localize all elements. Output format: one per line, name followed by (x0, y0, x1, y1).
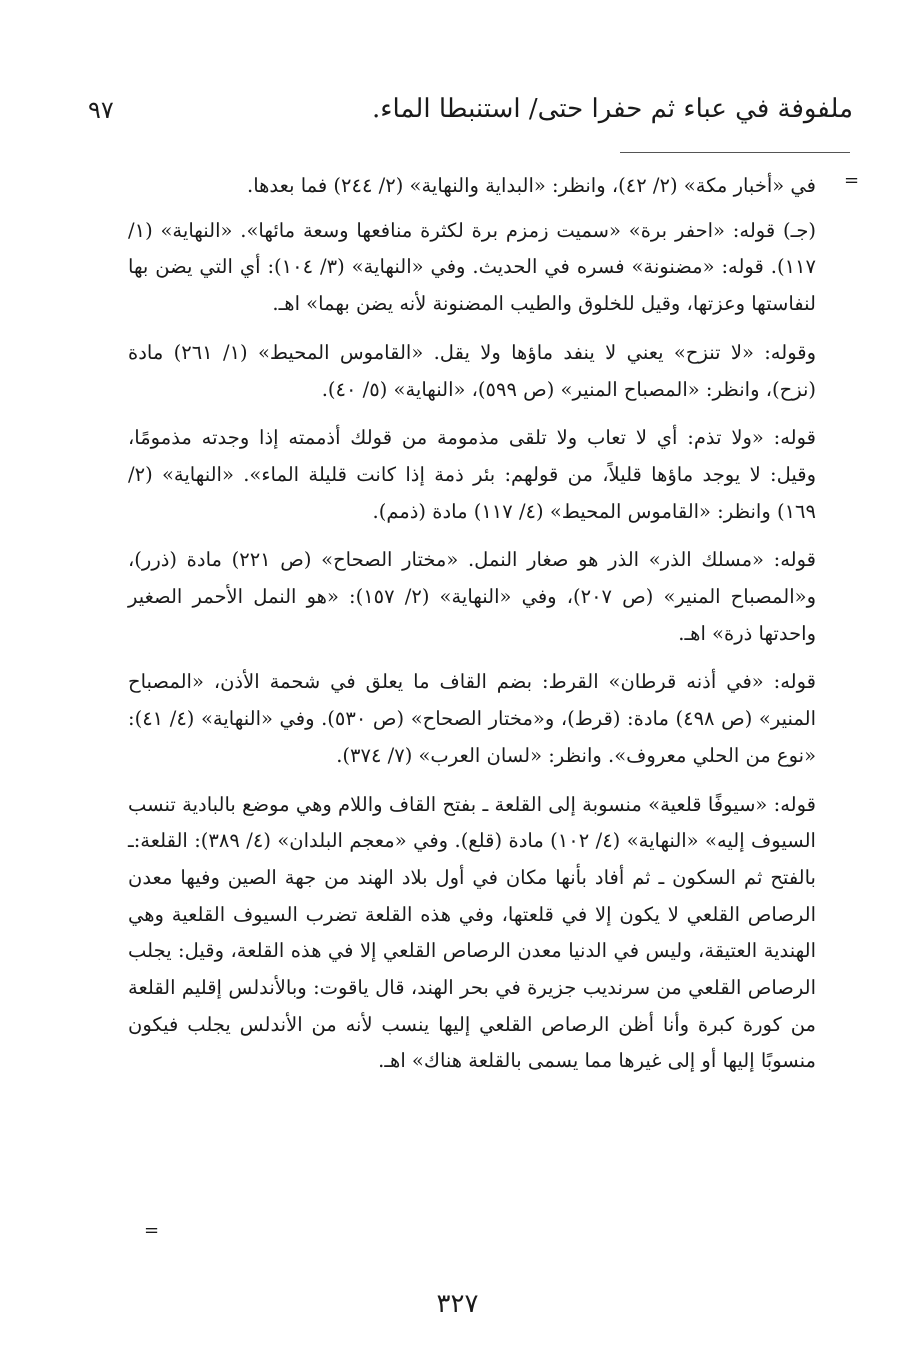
footnote-paragraph: (جـ) قوله: «احفر برة» «سميت زمزم برة لكثرة منافعها وسعة مائها». «النهاية» (١/ ١١٧). قوله: «مضنونة» فسره في الحديث. وفي «النهاية» (٣/ ١٠٤): أي التي يضن بها لنفاستها وعزتها، وقيل للخلوق والطيب المضنونة لأنه يضن بهما» اهـ. (128, 218, 816, 316)
hadith-number: ٩٧ (88, 96, 114, 124)
footnote-paragraph: قوله: «مسلك الذر» الذر هو صغار النمل. «مختار الصحاح» (ص ٢٢١) مادة (ذرر)، و«المصباح المنير» (ص ٢٠٧)، وفي «النهاية» (٢/ ١٥٧): «هو النمل الأحمر الصغير واحدتها ذرة» اهـ. (128, 548, 817, 645)
footnote-divider (620, 152, 850, 153)
continuation-mark-top: = (844, 170, 860, 191)
running-header: ملفوفة في عباء ثم حفرا حتى/ استنبطا الماء. (371, 94, 853, 124)
page-number: ٣٢٧ (436, 1289, 479, 1319)
footnote-paragraph: في «أخبار مكة» (٢/ ٤٢)، وانظر: «البداية والنهاية» (٢/ ٢٤٤) فما بعدها. (247, 174, 816, 197)
footnote-paragraph: وقوله: «لا تنزح» يعني لا ينفد ماؤها ولا يقل. «القاموس المحيط» (١/ ٢٦١) مادة (نزح)، وانظر: «المصباح المنير» (ص ٥٩٩)، «النهاية» (٥/ ٤٠). (128, 340, 817, 401)
continuation-mark-bottom: = (144, 1220, 160, 1241)
footnote-paragraph: قوله: «سيوفًا قلعية» منسوبة إلى القلعة ـ بفتح القاف واللام وهي موضع بالبادية تنسب السيوف إليه» «النهاية» (٤/ ١٠٢) مادة (قلع). وفي «معجم البلدان» (٤/ ٣٨٩): القلعة:ـ بالفتح ثم السكون ـ ثم أفاد بأنها مكان في أول بلاد الهند من جهة الصين وفيها معدن الرصاص القلعي لا يكون إلا في قلعتها، وفي هذه القلعة تضرب السيوف القلعية وهي الهندية العتيقة، وليس في الدنيا معدن الرصاص القلعي إلا في هذه القلعة، وقيل: يجلب الرصاص القلعي من سرنديب جزيرة في بحر الهند، قال ياقوت: وبالأندلس إقليم القلعة من كورة كبرة وأنا أظن الرصاص القلعي إليها ينسب لأنه من الأندلس يجلب فيكون منسوبًا إليها أو إلى غيرها مما يسمى بالقلعة هناك» اهـ. (128, 792, 816, 1073)
footnote-paragraph: قوله: «ولا تذم: أي لا تعاب ولا تلقى مذمومة من قولك أذممته إذا وجدته مذمومًا، وقيل: لا يوجد ماؤها قليلاً، من قولهم: بئر ذمة إذا كانت قليلة الماء». «النهاية» (٢/ ١٦٩) وانظر: «القاموس المحيط» (٤/ ١١٧) مادة (ذمم). (128, 426, 816, 523)
footnotes (128, 168, 816, 1092)
footnote-paragraph: قوله: «في أذنه قرطان» القرط: بضم القاف ما يعلق في شحمة الأذن، «المصباح المنير» (ص ٤٩٨) مادة: (قرط)، و«مختار الصحاح» (ص ٥٣٠). وفي «النهاية» (٤/ ٤١): «نوع من الحلي معروف». وانظر: «لسان العرب» (٧/ ٣٧٤). (128, 670, 816, 767)
